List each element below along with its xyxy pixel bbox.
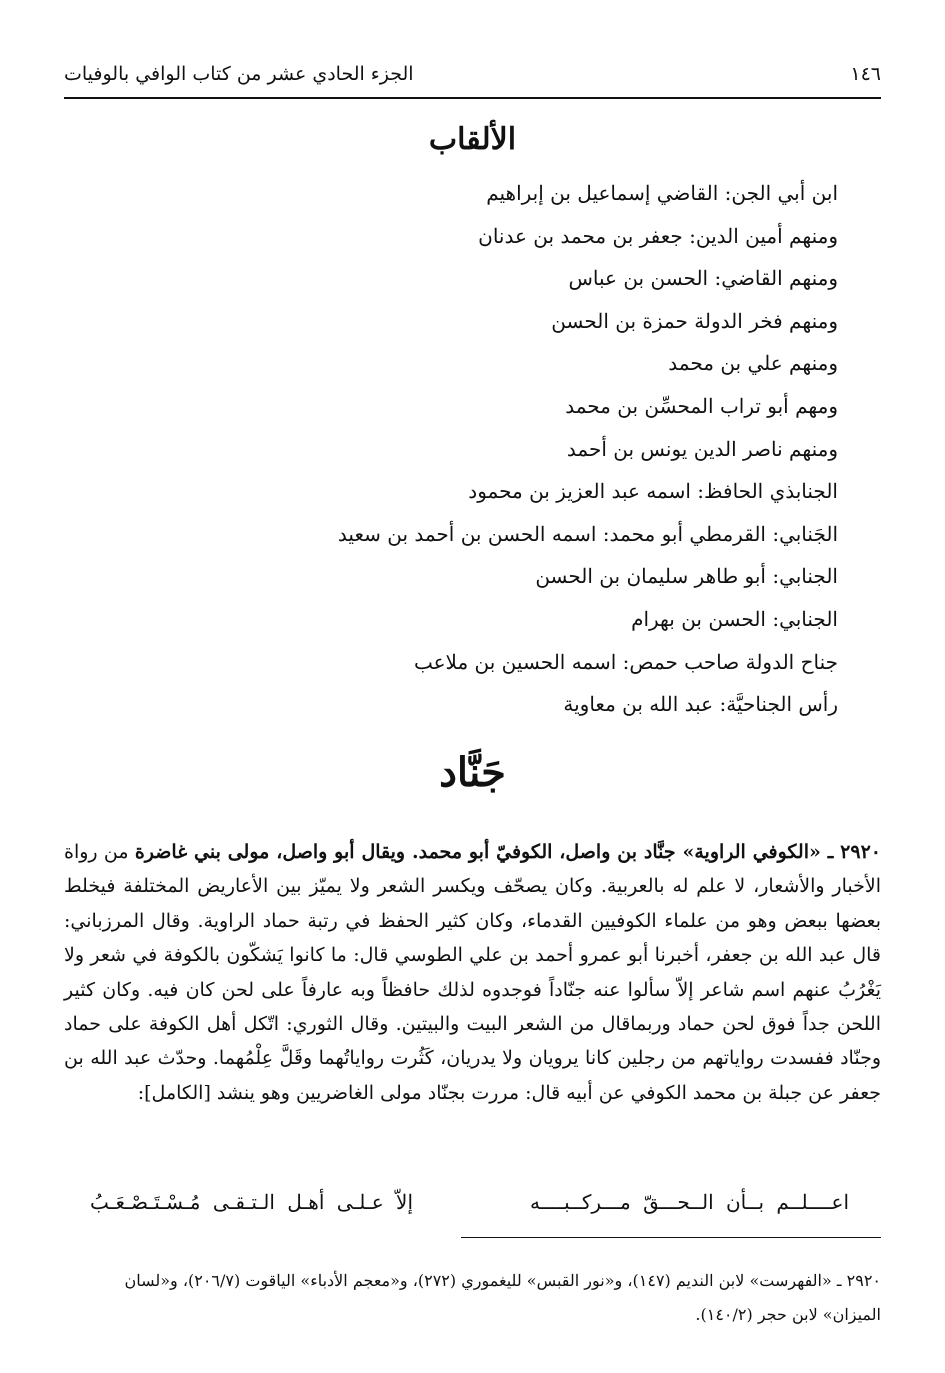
section-title: الألقاب	[428, 122, 517, 157]
alqab-list	[118, 174, 838, 728]
running-title: الجزء الحادي عشر من كتاب الوافي بالوفيات	[64, 63, 414, 85]
biography-entry	[64, 835, 881, 1110]
entry-lead: ٢٩٢٠ ـ «الكوفي الراوية» جنَّاد بن واصل، الكوفيّ أبو محمد. ويقال أبو واصل، مولى بني غاضرة	[134, 841, 881, 863]
footnote-divider	[461, 1237, 881, 1238]
header-divider	[64, 97, 881, 99]
footnote: ٢٩٢٠ ـ «الفهرست» لابن النديم (١٤٧)، و«نور القبس» لليغموري (٢٧٢)، و«معجم الأدباء» الياقوت (٢٠٦/٧)، و«لسان الميزان» لابن حجر (١٤٠/٢).	[124, 1271, 881, 1324]
list-item: ابن أبي الجن: القاضي إسماعيل بن إبراهيم	[486, 181, 838, 205]
list-item: ومنهم علي بن محمد	[668, 351, 838, 376]
list-item: ومنهم ناصر الدين يونس بن أحمد	[566, 436, 838, 461]
list-item: جناح الدولة صاحب حمص: اسمه الحسين بن ملاعب	[413, 649, 838, 674]
verse-first-hemistich: اعــــلــم بــأن الــحـــقّ مـــركــبــــه	[529, 1190, 849, 1214]
list-item: الجنابي: أبو طاهر سليمان بن الحسن	[535, 564, 838, 589]
list-item: الجنابذي الحافظ: اسمه عبد العزيز بن محمود	[468, 479, 838, 504]
list-item: ومنهم فخر الدولة حمزة بن الحسن	[551, 308, 838, 333]
page-header	[64, 56, 881, 92]
entry-body: من رواة الأخبار والأشعار، لا علم له بالعربية. وكان يصحّف ويكسر الشعر ولا يميّز بين الأعاريض المختلفة فيخلط بعضها ببعض وهو من علماء الكوفيين القدماء، وكان كثير الحفظ في رتبة حماد الراوية. وقال المرزباني: قال عبد الله بن جعفر، أخبرنا أبو عمرو أحمد بن علي الطوسي قال: ما كانوا يَشكّون بالكوفة في شعر ولا يَغْرُبُ عنهم اسم شاعر إلاّ سألوا عنه جنّاداً فوجدوه لذلك حافظاً وبه عارفاً على لحن كان فيه. وكان كثير اللحن جداً فوق لحن حماد وربماقال من الشعر البيت والبيتين. وقال الثوري: اتّكل أهل الكوفة على حماد وجنّاد ففسدت رواياتهم من رجلين كانا يرويان ولا يدريان، كَثُرت رواياتُهما وقَلَّ عِلْمُهما. وحدّث عبد الله بن جعفر عن جبلة بن محمد الكوفي عن أبيه قال: مررت بجنّاد مولى الغاضريين وهو ينشد [الكامل]:	[64, 841, 881, 1104]
list-item: الجَنابي: القرمطي أبو محمد: اسمه الحسن بن أحمد بن سعيد	[337, 521, 838, 546]
page-number: ١٤٦	[850, 63, 881, 85]
poem-verse	[90, 1182, 849, 1222]
list-item: ومهم أبو تراب المحسِّن بن محمد	[565, 393, 838, 418]
list-item: ومنهم أمين الدين: جعفر بن محمد بن عدنان	[478, 223, 838, 248]
list-item: رأس الجناحيَّة: عبد الله بن معاوية	[563, 692, 838, 717]
list-item: الجنابي: الحسن بن بهرام	[631, 606, 838, 631]
list-item: ومنهم القاضي: الحسن بن عباس	[568, 266, 838, 291]
name-heading: جَنَّاد	[439, 749, 506, 796]
verse-second-hemistich: إلاّ عـلـى أهـل الـتـقـى مُـسْـتَـصْـعَـبُ	[90, 1190, 414, 1214]
